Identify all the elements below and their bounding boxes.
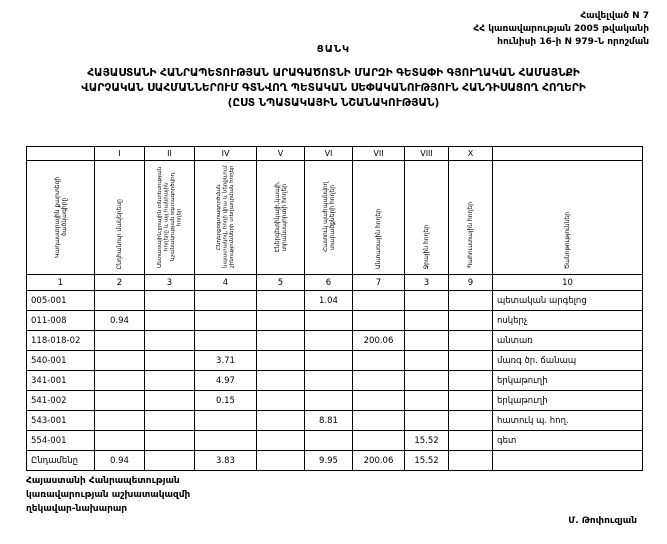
row-code: 005-001	[27, 291, 95, 311]
vheader-label-2: Անտառային,ջրային տնտեսության հողերը և այլ հանրային նշանակության օգտագործվող հողեր	[156, 166, 182, 268]
row-note: երկաթուղի	[493, 391, 643, 411]
annex-line-1: Հավելված N 7	[580, 11, 649, 21]
numrow-cell-0: 1	[27, 275, 95, 291]
row-c6	[305, 351, 353, 371]
table-row	[27, 431, 643, 451]
table-row	[27, 311, 643, 331]
title-line-3: (ԸՍՏ ՆՊԱՏԱԿԱՅԻՆ ՆՇԱՆԱԿՈՒԹՅԱՆ)	[227, 97, 440, 109]
roman-cell-1: I	[95, 147, 145, 161]
row-c9	[449, 391, 493, 411]
row-note: երկաթուղի	[493, 371, 643, 391]
row-c6	[305, 391, 353, 411]
vheader-cell-6	[353, 161, 405, 275]
vheader-label-9: Ծանոթություններ	[564, 211, 571, 269]
roman-cell-4: V	[257, 147, 305, 161]
row-c2	[95, 431, 145, 451]
row-c8: 15.52	[405, 431, 449, 451]
page-title	[18, 66, 649, 111]
row-c6	[305, 431, 353, 451]
row-c7	[353, 411, 405, 431]
total-label: Ընդամենը	[27, 451, 95, 471]
row-c3	[145, 391, 195, 411]
roman-cell-2: II	[145, 147, 195, 161]
table-row	[27, 351, 643, 371]
table-row	[27, 391, 643, 411]
row-c4	[195, 331, 257, 351]
row-c5	[257, 391, 305, 411]
row-c9	[449, 311, 493, 331]
total-c4: 3.83	[195, 451, 257, 471]
numrow-cell-2: 3	[145, 275, 195, 291]
row-c7	[353, 391, 405, 411]
row-code: 011-008	[27, 311, 95, 331]
row-code: 541-002	[27, 391, 95, 411]
row-c3	[145, 371, 195, 391]
total-c2: 0.94	[95, 451, 145, 471]
row-c6	[305, 311, 353, 331]
row-c4	[195, 411, 257, 431]
row-code: 540-001	[27, 351, 95, 371]
row-c6: 1.04	[305, 291, 353, 311]
row-c2	[95, 351, 145, 371]
row-c5	[257, 351, 305, 371]
land-table-wrapper	[26, 146, 642, 471]
signature-line-2: կառավարության աշխատակազմի	[26, 490, 191, 500]
row-c7: 200.06	[353, 331, 405, 351]
annex-line-2: ՀՀ կառավարության 2005 թվականի	[473, 24, 649, 34]
row-c7	[353, 371, 405, 391]
table-number-row	[27, 275, 643, 291]
vheader-cell-4	[257, 161, 305, 275]
row-code: 543-001	[27, 411, 95, 431]
roman-cell-9	[493, 147, 643, 161]
vheader-cell-8	[449, 161, 493, 275]
title-line-2: ՎԱՐՉԱԿԱՆ ՍԱՀՄԱՆՆԵՐՈՒՄ ԳՏՆՎՈՂ ՊԵՏԱԿԱՆ ՍԵՓԱԿԱՆՈՒԹՅՈՒՆ ՀԱՆԴԻՍԱՑՈՂ ՀՈՂԵՐԻ	[81, 82, 586, 94]
vheader-label-0: Կադաստրային քարտեզի ծածկագիրը	[53, 176, 68, 258]
numrow-cell-7: 3	[405, 275, 449, 291]
vheader-label-8: Պահուստային հողեր	[467, 202, 474, 269]
row-c9	[449, 371, 493, 391]
total-c3	[145, 451, 195, 471]
total-c9	[449, 451, 493, 471]
table-row	[27, 291, 643, 311]
signature-line-1: Հայաստանի Հանրապետության	[26, 476, 180, 486]
row-c5	[257, 291, 305, 311]
row-c8	[405, 391, 449, 411]
row-c2	[95, 291, 145, 311]
row-note: հատուկ պ. հող.	[493, 411, 643, 431]
row-c4: 4.97	[195, 371, 257, 391]
row-note: ոսկերչ	[493, 311, 643, 331]
roman-cell-6: VII	[353, 147, 405, 161]
row-c9	[449, 411, 493, 431]
vheader-cell-9	[493, 161, 643, 275]
row-c8	[405, 411, 449, 431]
row-c5	[257, 331, 305, 351]
row-c7	[353, 351, 405, 371]
table-roman-row	[27, 147, 643, 161]
numrow-cell-3: 4	[195, 275, 257, 291]
roman-cell-7: VIII	[405, 147, 449, 161]
row-c6: 8.81	[305, 411, 353, 431]
row-c3	[145, 411, 195, 431]
row-note: պետական արգելոց	[493, 291, 643, 311]
row-c2: 0.94	[95, 311, 145, 331]
numrow-cell-8: 9	[449, 275, 493, 291]
table-row	[27, 331, 643, 351]
row-c3	[145, 331, 195, 351]
numrow-cell-6: 7	[353, 275, 405, 291]
roman-cell-5: VI	[305, 147, 353, 161]
row-note: մառգ ծր. ճանապ	[493, 351, 643, 371]
row-c8	[405, 311, 449, 331]
row-c3	[145, 311, 195, 331]
row-c4: 0.15	[195, 391, 257, 411]
vheader-cell-7	[405, 161, 449, 275]
row-code: 554-001	[27, 431, 95, 451]
total-c7: 200.06	[353, 451, 405, 471]
row-c3	[145, 351, 195, 371]
vheader-label-6: Անտառային հողեր	[375, 209, 382, 269]
row-c5	[257, 371, 305, 391]
vheader-label-3: Ընդերքօգտագործման նպատակով, հողի վրա և ներքևում շինությունների տեղադրման հողեր	[215, 165, 235, 269]
signature-block-left	[26, 474, 190, 516]
total-c5	[257, 451, 305, 471]
annex-line-3: հունիսի 16-ի N 979-Ն որոշման	[497, 37, 649, 47]
total-note	[493, 451, 643, 471]
vheader-cell-2	[145, 161, 195, 275]
row-c2	[95, 411, 145, 431]
row-c2	[95, 371, 145, 391]
row-code: 118-018-02	[27, 331, 95, 351]
vheader-cell-1	[95, 161, 145, 275]
row-c9	[449, 291, 493, 311]
row-c5	[257, 311, 305, 331]
vheader-label-1: Ընդհանուր մակերեսը	[116, 198, 123, 269]
row-c8	[405, 331, 449, 351]
row-c5	[257, 431, 305, 451]
roman-cell-8: X	[449, 147, 493, 161]
row-c9	[449, 331, 493, 351]
vheader-cell-0	[27, 161, 95, 275]
row-c6	[305, 331, 353, 351]
row-c6	[305, 371, 353, 391]
row-c4	[195, 431, 257, 451]
row-c8	[405, 291, 449, 311]
table-row	[27, 411, 643, 431]
row-note: գետ	[493, 431, 643, 451]
row-note: անտառ	[493, 331, 643, 351]
numrow-cell-4: 5	[257, 275, 305, 291]
row-c3	[145, 291, 195, 311]
row-c7	[353, 311, 405, 331]
land-table	[26, 146, 643, 471]
total-c6: 9.95	[305, 451, 353, 471]
vheader-label-4: Էներգետիկայի,կապի, տրանսպորտի հողեր	[273, 181, 288, 253]
vheader-label-5: Հատուկ պահպանվող տարածքների հողեր	[321, 181, 336, 253]
row-c4: 3.71	[195, 351, 257, 371]
row-c4	[195, 291, 257, 311]
table-total-row	[27, 451, 643, 471]
row-c9	[449, 351, 493, 371]
numrow-cell-5: 6	[305, 275, 353, 291]
row-c2	[95, 331, 145, 351]
row-c9	[449, 431, 493, 451]
vheader-cell-5	[305, 161, 353, 275]
row-c4	[195, 311, 257, 331]
row-c3	[145, 431, 195, 451]
total-c8: 15.52	[405, 451, 449, 471]
row-c8	[405, 371, 449, 391]
roman-cell-3: IV	[195, 147, 257, 161]
row-c2	[95, 391, 145, 411]
row-c7	[353, 291, 405, 311]
table-row	[27, 371, 643, 391]
row-c5	[257, 411, 305, 431]
numrow-cell-1: 2	[95, 275, 145, 291]
numrow-cell-9: 10	[493, 275, 643, 291]
signature-name: Մ. Թոփուզյան	[568, 516, 637, 526]
vheader-cell-3	[195, 161, 257, 275]
table-vertical-header-row	[27, 161, 643, 275]
vheader-label-7: Ջրային հողեր	[423, 224, 430, 269]
title-line-1: ՀԱՅԱՍՏԱՆԻ ՀԱՆՐԱՊԵՏՈՒԹՅԱՆ ԱՐԱԳԱԾՈՏՆԻ ՄԱՐԶԻ ԳԵՏԱՓԻ ԳՅՈՒՂԱԿԱՆ ՀԱՄԱՅՆՔԻ	[87, 67, 580, 79]
row-code: 341-001	[27, 371, 95, 391]
roman-cell-0	[27, 147, 95, 161]
signature-line-3: ղեկավար-նախարար	[26, 504, 128, 514]
row-c8	[405, 351, 449, 371]
form-word: ՑԱՆԿ	[316, 44, 351, 55]
row-c7	[353, 431, 405, 451]
